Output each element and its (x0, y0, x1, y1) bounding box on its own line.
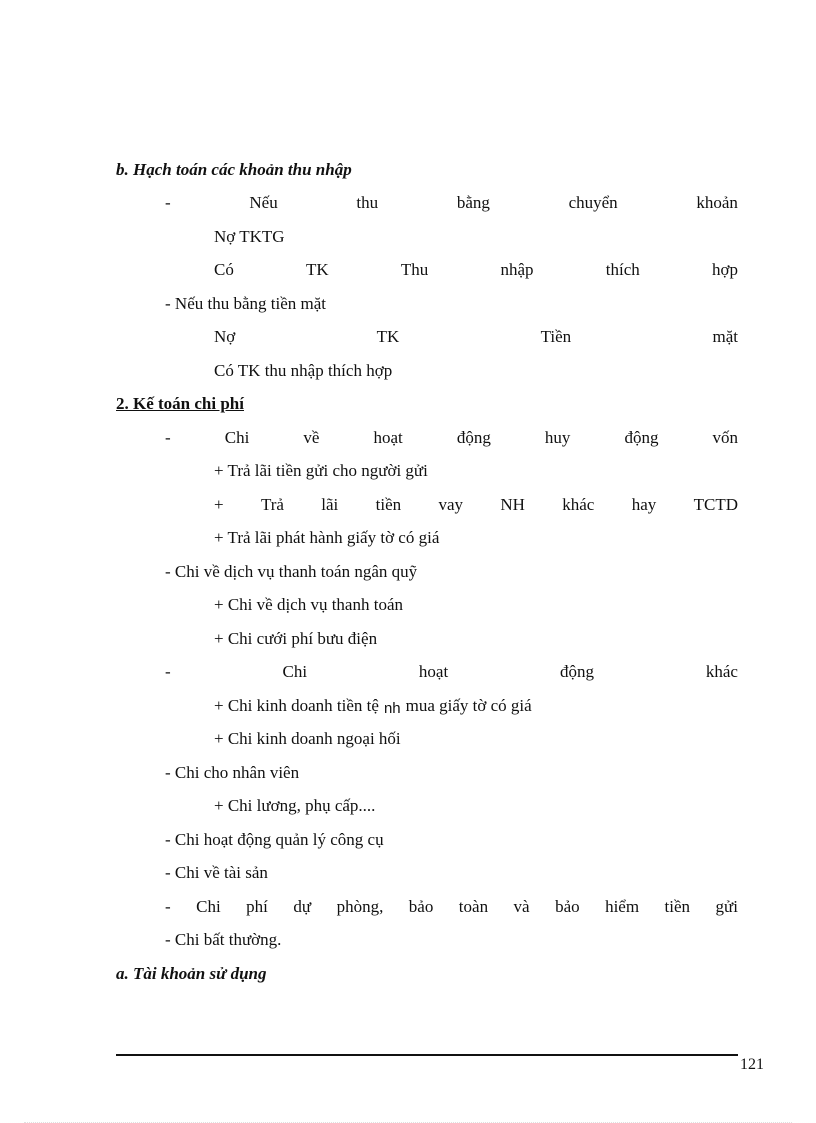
word: bằng (456, 193, 490, 212)
line-tra-lai-vay (214, 495, 738, 515)
line-chi-kinh-doanh-ngoai-hoi: + Chi kinh doanh ngoại hối (214, 729, 401, 748)
word: Trả (260, 495, 284, 514)
word: tiền (375, 495, 402, 514)
word: vốn (712, 428, 738, 447)
word: Chi (224, 428, 250, 447)
word: NH (500, 495, 525, 514)
line-co-tk-thu-nhap (214, 260, 738, 280)
line-chi-luong: + Chi lương, phụ cấp.... (214, 796, 376, 815)
word: hiểm (605, 897, 640, 916)
word: dự (293, 897, 312, 916)
word: phòng, (336, 897, 384, 916)
word: TCTD (693, 495, 738, 514)
word: và (513, 897, 530, 916)
word: vay (438, 495, 464, 514)
word: hoạt (418, 662, 449, 681)
word: - (165, 428, 171, 447)
inset-text: nh (383, 700, 401, 717)
word: hoạt (373, 428, 403, 447)
word: khác (705, 662, 738, 681)
word: toàn (458, 897, 489, 916)
word: phí (246, 897, 268, 916)
section-heading-a: a. Tài khoản sử dụng (116, 964, 267, 983)
word: - (165, 897, 171, 916)
word: huy (544, 428, 571, 447)
line-chi-dich-vu-tt: + Chi về dịch vụ thanh toán (214, 595, 404, 614)
word: động (624, 428, 659, 447)
word: khác (562, 495, 595, 514)
word: động (560, 662, 595, 681)
word: mặt (712, 327, 738, 346)
word: TK (376, 327, 400, 346)
word: động (456, 428, 491, 447)
word: lãi (321, 495, 339, 514)
word: hợp (711, 260, 738, 279)
word: nhập (500, 260, 534, 279)
word: thu (356, 193, 379, 212)
word: TK (306, 260, 329, 279)
word: + (214, 495, 224, 514)
line-chi-tai-san: - Chi về tài sản (165, 863, 268, 882)
line-cash: - Nếu thu bằng tiền mặt (165, 294, 326, 313)
word: Có (214, 260, 234, 279)
line-transfer (165, 193, 738, 213)
word: - (165, 662, 171, 681)
line-no-tk-tien-mat (214, 327, 738, 347)
word: Thu (400, 260, 429, 279)
line-part-before: + Chi kinh doanh tiền tệ (214, 696, 379, 715)
line-chi-dich-vu: - Chi về dịch vụ thanh toán ngân quỹ (165, 562, 418, 581)
word: Chi (282, 662, 308, 681)
line-chi-du-phong (165, 897, 738, 917)
word: khoản (696, 193, 738, 212)
line-chi-nhan-vien: - Chi cho nhân viên (165, 763, 300, 782)
word: thích (605, 260, 640, 279)
word: Chi (196, 897, 221, 916)
line-tra-lai-phat-hanh: + Trả lãi phát hành giấy tờ có giá (214, 528, 440, 547)
line-chi-cuoc-phi: + Chi cưới phí bưu điện (214, 629, 378, 648)
section-heading-2: 2. Kế toán chi phí (116, 394, 244, 413)
word: bảo (408, 897, 434, 916)
line-chi-kinh-doanh-tien-te (214, 696, 532, 717)
section-heading-b: b. Hạch toán các khoản thu nhập (116, 160, 352, 179)
word: bảo (555, 897, 580, 916)
word: Tiền (540, 327, 572, 346)
line-no-tktg: Nợ TKTG (214, 227, 285, 246)
word: Nếu (249, 193, 278, 212)
word: chuyển (568, 193, 618, 212)
line-chi-hoat-dong-khac (165, 662, 738, 682)
word: Nợ (214, 327, 236, 346)
word: - (165, 193, 171, 212)
line-chi-quan-ly: - Chi hoạt động quản lý công cụ (165, 830, 384, 849)
word: hay (631, 495, 657, 514)
word: tiền (664, 897, 691, 916)
line-tra-lai-tien-gui: + Trả lãi tiền gửi cho người gửi (214, 461, 428, 480)
word: gửi (715, 897, 738, 916)
page-number: 121 (740, 1056, 764, 1073)
footer-rule (116, 1054, 738, 1056)
line-chi-huy-dong (165, 428, 738, 448)
word: về (303, 428, 320, 447)
line-co-tk-thu-nhap-2: Có TK thu nhập thích hợp (214, 361, 393, 380)
line-part-after: mua giấy tờ có giá (405, 696, 532, 715)
line-chi-bat-thuong: - Chi bất thường. (165, 930, 282, 949)
